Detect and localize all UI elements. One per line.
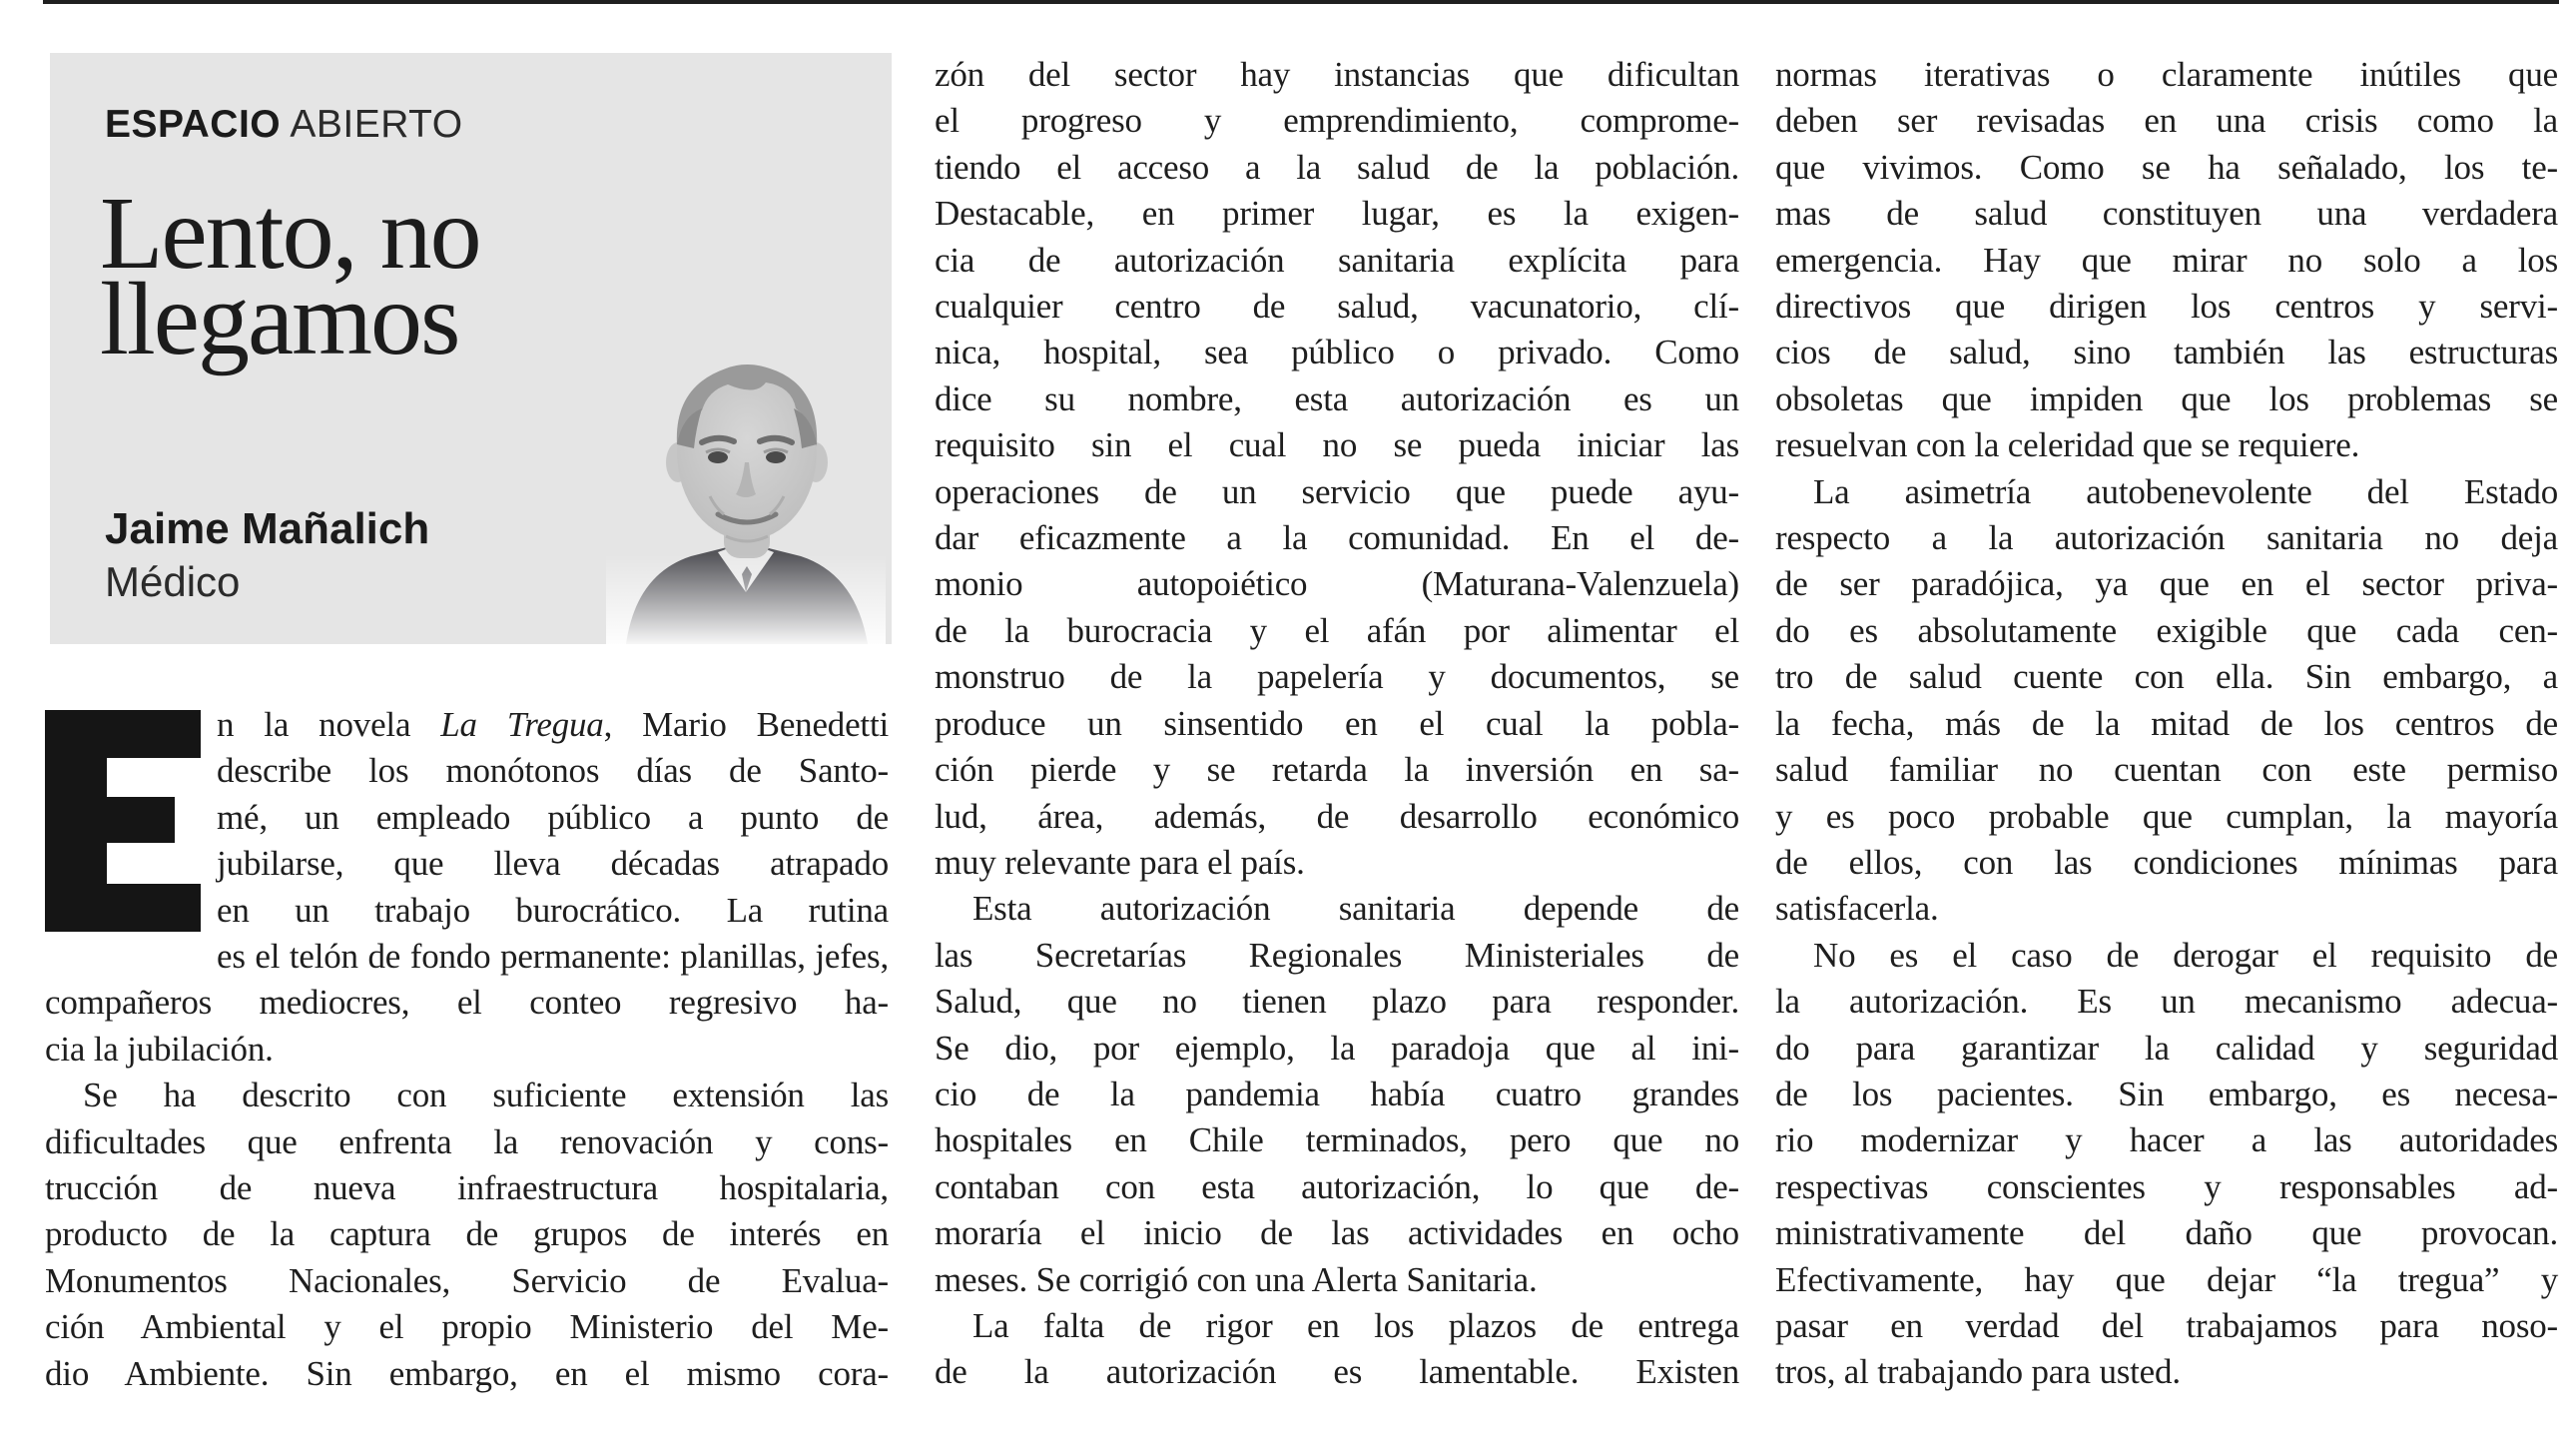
author-portrait-illustration — [606, 325, 886, 644]
text-segment: tro de salud cuente con ella. Sin embargo, a — [1775, 657, 2558, 697]
text-segment: de la burocracia y el afán por alimentar el — [935, 610, 1739, 650]
text-segment: No es el caso de derogar el requisito de — [1813, 935, 2558, 975]
text-segment: do es absolutamente exigible que cada cen- — [1775, 610, 2558, 650]
text-segment: dice su nombre, esta autorización es un — [935, 378, 1739, 418]
text-segment: produce un sinsentido en el cual la pobla- — [935, 703, 1739, 743]
text-line — [1775, 979, 2558, 1025]
paragraph — [1775, 469, 2558, 933]
text-segment: ministrativamente del daño que provocan. — [1775, 1213, 2558, 1253]
text-segment: Efectivamente, hay que dejar “la tregua” y — [1775, 1259, 2558, 1299]
text-segment: mé, un empleado público a punto de — [217, 797, 889, 837]
text-segment: cios de salud, sino también las estructuras — [1775, 333, 2558, 372]
text-segment: de los pacientes. Sin embargo, es necesa- — [1775, 1074, 2558, 1113]
text-line — [1775, 1257, 2558, 1303]
text-segment: mas de salud constituyen una verdadera — [1775, 194, 2558, 234]
section-kicker-bold: ESPACIO — [105, 103, 282, 146]
text-segment: describe los monótonos días de Santo- — [217, 751, 889, 791]
text-line — [935, 515, 1739, 561]
text-segment: tros, al trabajando para usted. — [1775, 1352, 2181, 1392]
article-title-line1: Lento, no — [100, 176, 480, 291]
text-line — [935, 145, 1739, 191]
text-segment: en un trabajo burocrático. La rutina — [217, 890, 889, 930]
text-line — [45, 934, 889, 980]
text-line — [1775, 1349, 2558, 1395]
text-line — [1775, 469, 2558, 515]
text-line — [1775, 701, 2558, 747]
text-segment: hospitales en Chile terminados, pero que no — [935, 1120, 1739, 1160]
text-line — [1775, 422, 2558, 468]
text-segment: obsoletas que impiden que los problemas se — [1775, 378, 2558, 418]
text-segment: do para garantizar la calidad y seguridad — [1775, 1028, 2558, 1068]
paragraph — [1775, 52, 2558, 469]
text-segment: jubilarse, que lleva décadas atrapado — [217, 844, 889, 884]
text-line — [935, 1026, 1739, 1072]
text-line — [935, 933, 1739, 979]
article-title — [100, 176, 480, 376]
text-line — [45, 1351, 889, 1397]
text-segment: moraría el inicio de las actividades en ocho — [935, 1213, 1739, 1253]
text-segment: producto de la captura de grupos de interés en — [45, 1214, 889, 1254]
text-segment: de ellos, con las condiciones mínimas para — [1775, 842, 2558, 882]
text-line — [935, 284, 1739, 330]
text-line — [935, 98, 1739, 144]
text-line — [935, 238, 1739, 284]
text-line — [935, 1210, 1739, 1256]
text-line — [45, 1304, 889, 1350]
text-segment: emergencia. Hay que mirar no solo a los — [1775, 240, 2558, 280]
text-segment: normas iterativas o claramente inútiles que — [1775, 55, 2558, 94]
text-segment: de ser paradójica, ya que en el sector priva- — [1775, 564, 2558, 604]
text-line — [1775, 840, 2558, 886]
text-segment: compañeros mediocres, el conteo regresivo ha- — [45, 983, 889, 1023]
text-segment: , Mario Benedetti — [603, 705, 890, 744]
text-segment: de la autorización es lamentable. Existen — [935, 1352, 1739, 1392]
text-segment: tiendo el acceso a la salud de la población. — [935, 147, 1739, 187]
text-line — [1775, 1026, 2558, 1072]
text-line — [935, 654, 1739, 700]
text-line — [935, 747, 1739, 793]
text-line — [45, 1258, 889, 1304]
text-segment: contaban con esta autorización, lo que de- — [935, 1166, 1739, 1206]
text-segment: meses. Se corrigió con una Alerta Sanitaria. — [935, 1259, 1538, 1299]
body-column-2 — [935, 52, 1739, 1396]
text-segment: dio Ambiente. Sin embargo, en el mismo cora- — [45, 1353, 889, 1393]
text-segment: salud familiar no cuentan con este permiso — [1775, 750, 2558, 790]
paragraph — [935, 886, 1739, 1303]
text-line — [1775, 1117, 2558, 1163]
text-line — [45, 1027, 889, 1073]
text-segment: La asimetría autobenevolente del Estado — [1813, 471, 2558, 511]
text-line — [45, 1211, 889, 1257]
author-name: Jaime Mañalich — [105, 504, 430, 553]
text-line — [935, 422, 1739, 468]
text-segment: Esta autorización sanitaria depende de — [972, 889, 1739, 929]
text-line — [1775, 608, 2558, 654]
text-segment: muy relevante para el país. — [935, 842, 1305, 882]
author-photo — [606, 325, 886, 644]
text-line — [1775, 1210, 2558, 1256]
text-segment: dificultades que enfrenta la renovación y cons- — [45, 1121, 889, 1161]
text-segment: Monumentos Nacionales, Servicio de Evalua- — [45, 1260, 889, 1300]
text-line — [1775, 376, 2558, 422]
paragraph — [935, 1303, 1739, 1396]
text-segment: cia la jubilación. — [45, 1029, 274, 1069]
text-segment: zón del sector hay instancias que dificultan — [935, 55, 1739, 94]
drop-cap-letter-E — [45, 710, 217, 940]
text-line — [935, 1164, 1739, 1210]
author-role: Médico — [105, 558, 241, 605]
text-segment: cio de la pandemia había cuatro grandes — [935, 1074, 1739, 1113]
text-line — [1775, 886, 2558, 932]
text-line — [935, 52, 1739, 98]
text-line — [935, 330, 1739, 375]
text-line — [935, 191, 1739, 237]
text-line — [935, 1117, 1739, 1163]
text-line — [1775, 238, 2558, 284]
text-line — [45, 1165, 889, 1211]
text-line — [1775, 1164, 2558, 1210]
paragraph — [1775, 933, 2558, 1396]
text-segment: cia de autorización sanitaria explícita para — [935, 240, 1739, 280]
text-line — [45, 1119, 889, 1165]
text-segment: respectivas conscientes y responsables ad- — [1775, 1166, 2558, 1206]
text-segment: directivos que dirigen los centros y servi- — [1775, 287, 2558, 327]
paragraph — [45, 702, 889, 1073]
text-line — [1775, 191, 2558, 237]
text-line — [935, 469, 1739, 515]
text-line — [935, 1303, 1739, 1349]
text-segment: rio modernizar y hacer a las autoridades — [1775, 1120, 2558, 1160]
body-column-3 — [1775, 52, 2558, 1396]
text-line — [1775, 1072, 2558, 1117]
text-line — [1775, 515, 2558, 561]
text-line — [45, 1073, 889, 1118]
text-segment: n la novela — [217, 705, 441, 744]
drop-cap-glyph — [45, 710, 201, 932]
text-line — [1775, 145, 2558, 191]
text-line — [1775, 794, 2558, 840]
text-segment: satisfacerla. — [1775, 889, 1939, 929]
text-line — [1775, 654, 2558, 700]
text-segment: requisito sin el cual no se pueda iniciar las — [935, 425, 1739, 465]
top-rule — [43, 0, 2559, 4]
text-segment: pasar en verdad del trabajamos para noso- — [1775, 1305, 2558, 1345]
text-segment: nica, hospital, sea público o privado. Como — [935, 333, 1739, 372]
text-segment: Se ha descrito con suficiente extensión las — [83, 1076, 889, 1115]
text-segment: respecto a la autorización sanitaria no deja — [1775, 518, 2558, 558]
paragraph — [45, 1073, 889, 1397]
text-line — [1775, 933, 2558, 979]
text-segment: Se dio, por ejemplo, la paradoja que al ini- — [935, 1028, 1739, 1068]
section-kicker-regular: ABIERTO — [290, 103, 463, 146]
text-line — [1775, 98, 2558, 144]
body-column-1 — [45, 702, 889, 1397]
text-line — [935, 840, 1739, 886]
text-segment: que vivimos. Como se ha señalado, los te- — [1775, 147, 2558, 187]
text-line — [1775, 1303, 2558, 1349]
text-line — [935, 376, 1739, 422]
text-segment: la autorización. Es un mecanismo adecua- — [1775, 982, 2558, 1022]
text-segment: resuelvan con la celeridad que se requiere. — [1775, 425, 2360, 465]
text-line — [935, 1257, 1739, 1303]
text-line — [935, 979, 1739, 1025]
text-segment: es el telón de fondo permanente: planillas, jefes, — [217, 937, 889, 977]
text-line — [45, 980, 889, 1026]
article-header-box — [50, 53, 892, 644]
text-line — [935, 1349, 1739, 1395]
text-line — [935, 701, 1739, 747]
text-segment: Salud, que no tienen plazo para responder. — [935, 982, 1739, 1022]
text-segment: operaciones de un servicio que puede ayu- — [935, 471, 1739, 511]
text-segment: cualquier centro de salud, vacunatorio, clí- — [935, 287, 1739, 327]
text-segment: la fecha, más de la mitad de los centros de — [1775, 703, 2558, 743]
article-title-line2: llegamos — [100, 262, 459, 376]
text-line — [1775, 52, 2558, 98]
text-line — [935, 561, 1739, 607]
text-segment: Destacable, en primer lugar, es la exigen- — [935, 194, 1739, 234]
text-line — [935, 886, 1739, 932]
text-segment: La falta de rigor en los plazos de entrega — [972, 1305, 1739, 1345]
paragraph — [935, 52, 1739, 886]
text-line — [935, 794, 1739, 840]
text-segment: trucción de nueva infraestructura hospitalaria, — [45, 1168, 889, 1208]
text-segment: el progreso y emprendimiento, comprome- — [935, 101, 1739, 141]
text-segment: monio autopoiético (Maturana-Valenzuela) — [935, 564, 1739, 604]
text-segment: y es poco probable que cumplan, la mayoría — [1775, 796, 2558, 836]
section-kicker — [105, 103, 463, 147]
italic-text: La Tregua — [440, 705, 604, 744]
text-segment: ción pierde y se retarda la inversión en sa- — [935, 750, 1739, 790]
text-line — [1775, 330, 2558, 375]
text-segment: dar eficazmente a la comunidad. En el de- — [935, 518, 1739, 558]
text-line — [1775, 747, 2558, 793]
text-line — [1775, 561, 2558, 607]
text-line — [1775, 284, 2558, 330]
text-line — [935, 608, 1739, 654]
text-segment: las Secretarías Regionales Ministeriales de — [935, 935, 1739, 975]
text-segment: deben ser revisadas en una crisis como la — [1775, 101, 2558, 141]
text-segment: monstruo de la papelería y documentos, se — [935, 657, 1739, 697]
text-segment: ción Ambiental y el propio Ministerio del Me- — [45, 1307, 889, 1347]
text-segment: lud, área, además, de desarrollo económico — [935, 796, 1739, 836]
text-line — [935, 1072, 1739, 1117]
